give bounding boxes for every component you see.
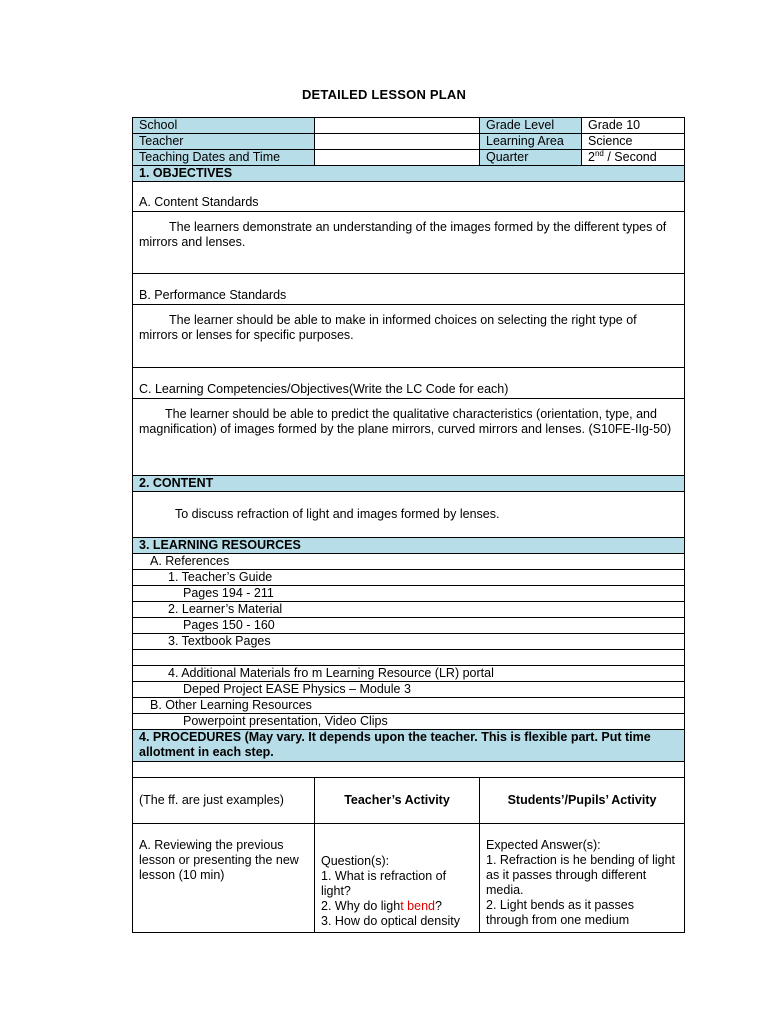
objectives-heading: 1. OBJECTIVES (133, 166, 685, 182)
learning-competencies-text: The learner should be able to predict the qualitative characteristics (orientation, type, and magnification) of images formed by the plane mirrors, curved mirrors and lenses. (S10FE-IIg-50) (133, 399, 685, 476)
content-text: To discuss refraction of light and images formed by lenses. (133, 492, 685, 538)
expected-answer-1: 1. Refraction is he bending of light as it passes through different media. (486, 853, 676, 897)
header-row-dates (133, 150, 685, 166)
procedures-heading: 4. PROCEDURES (May vary. It depends upon the teacher. This is flexible part. Put time allotment in each step. (133, 730, 685, 762)
learners-material-label: 2. Learner’s Material (133, 602, 685, 618)
teachers-guide-pages: Pages 194 - 211 (133, 586, 685, 602)
learning-area-value: Science (582, 134, 685, 150)
teacher-question-1: 1. What is refraction of light? (321, 869, 447, 898)
content-heading: 2. CONTENT (133, 476, 685, 492)
teacher-question-label: Question(s): (321, 854, 390, 868)
procedure-step-a: A. Reviewing the previous lesson or presenting the new lesson (10 min) (133, 824, 315, 933)
textbook-pages-label: 3. Textbook Pages (133, 634, 685, 650)
learning-competencies-label: C. Learning Competencies/Objectives(Write the LC Code for each) (133, 368, 685, 399)
additional-materials-value: Deped Project EASE Physics – Module 3 (133, 682, 685, 698)
other-resources-label: B. Other Learning Resources (133, 698, 685, 714)
grade-level-value: Grade 10 (582, 118, 685, 134)
content-standards-label: A. Content Standards (133, 182, 685, 212)
quarter-value: 2nd / Second (582, 150, 685, 166)
teacher-field[interactable] (315, 134, 480, 150)
procedures-col-teacher: Teacher’s Activity (315, 778, 480, 824)
performance-standards-text: The learner should be able to make in informed choices on selecting the right type of mirrors or lenses for specific purposes. (133, 305, 685, 368)
highlighted-text: t bend (400, 899, 435, 913)
quarter-label: Quarter (480, 150, 582, 166)
teacher-question-3: 3. How do optical density (321, 914, 460, 928)
procedure-row-a (133, 824, 685, 933)
procedures-header-row (133, 778, 685, 824)
teacher-question-2: 2. Why do light bend? (321, 899, 442, 913)
performance-standards-label: B. Performance Standards (133, 274, 685, 305)
learning-area-label: Learning Area (480, 134, 582, 150)
procedures-col-examples: (The ff. are just examples) (133, 778, 315, 824)
content-standards-text: The learners demonstrate an understanding of the images formed by the different types of mirrors and lenses. (133, 212, 685, 274)
student-activity-a (480, 824, 685, 933)
header-row-teacher (133, 134, 685, 150)
references-label: A. References (133, 554, 685, 570)
teaching-dates-label: Teaching Dates and Time (133, 150, 315, 166)
procedures-spacer-row (133, 762, 685, 778)
grade-level-label: Grade Level (480, 118, 582, 134)
learners-material-pages: Pages 150 - 160 (133, 618, 685, 634)
learning-resources-heading: 3. LEARNING RESOURCES (133, 538, 685, 554)
teacher-label: Teacher (133, 134, 315, 150)
teaching-dates-field[interactable] (315, 150, 480, 166)
additional-materials-label: 4. Additional Materials fro m Learning Resource (LR) portal (133, 666, 685, 682)
procedures-col-students: Students’/Pupils’ Activity (480, 778, 685, 824)
textbook-pages-value (133, 650, 685, 666)
other-resources-value: Powerpoint presentation, Video Clips (133, 714, 685, 730)
expected-answer-2: 2. Light bends as it passes through from one medium (486, 898, 635, 927)
teachers-guide-label: 1. Teacher’s Guide (133, 570, 685, 586)
lesson-plan-table (132, 117, 685, 933)
page-title: DETAILED LESSON PLAN (301, 87, 467, 102)
header-row-school (133, 118, 685, 134)
school-field[interactable] (315, 118, 480, 134)
school-label: School (133, 118, 315, 134)
teacher-activity-a (315, 824, 480, 933)
expected-answers-label: Expected Answer(s): (486, 838, 601, 852)
